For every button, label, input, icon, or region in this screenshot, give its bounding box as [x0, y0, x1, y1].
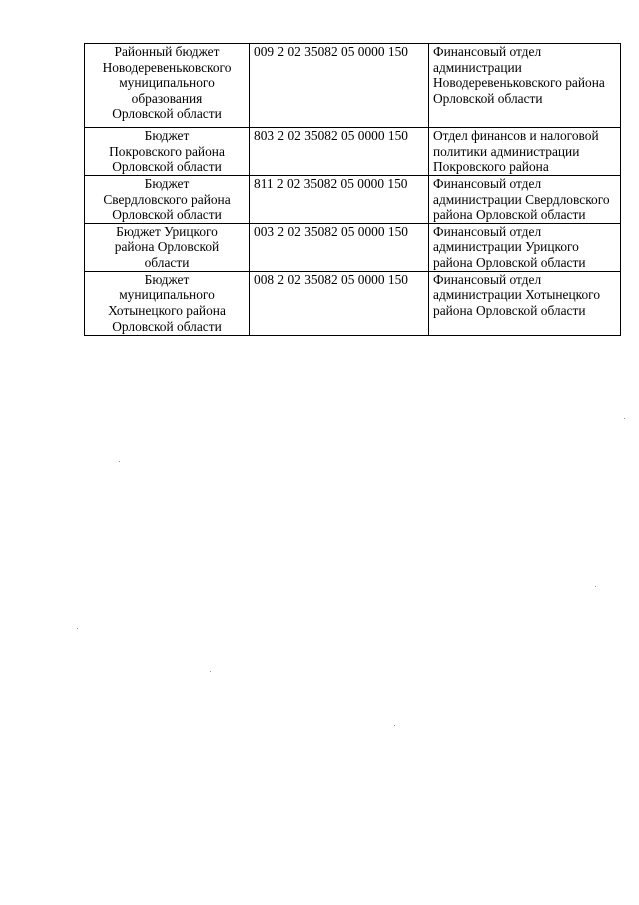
budget-cell: [85, 223, 250, 271]
budget-text-line: Хотынецкого района: [108, 302, 226, 318]
administrator-text-line: Новодеревеньковского района: [433, 75, 605, 91]
administrator-text-line: района Орловской области: [433, 207, 586, 223]
budget-code: 811 2 02 35082 05 0000 150: [254, 176, 408, 191]
budget-text-line: Орловской области: [112, 106, 222, 122]
budget-text-line: Орловской области: [112, 318, 222, 334]
scan-speck: [624, 418, 625, 419]
administrator-text-line: района Орловской области: [433, 254, 586, 270]
administrator-cell: [429, 271, 621, 335]
table-row: [85, 271, 621, 335]
budget-text-line: Покровского района: [109, 143, 225, 159]
budget-text-line: Бюджет: [144, 128, 190, 143]
budget-cell: [85, 271, 250, 335]
scan-speck: [210, 671, 211, 672]
table-row: [85, 176, 621, 224]
budget-text-line: Новодеревеньковского: [102, 59, 232, 75]
budget-code: 803 2 02 35082 05 0000 150: [254, 128, 408, 143]
budget-text-line: образования: [131, 90, 203, 106]
budget-text-line: Бюджет Урицкого: [116, 223, 218, 239]
administrator-text-line: Финансовый отдел: [433, 271, 542, 287]
code-cell: [250, 128, 429, 176]
scan-speck: [595, 586, 596, 587]
budget-code: 008 2 02 35082 05 0000 150: [254, 271, 408, 287]
code-cell: [250, 176, 429, 224]
administrator-text-line: администрации: [433, 59, 522, 75]
budget-text-line: Орловской области: [112, 159, 222, 175]
table-row: [85, 128, 621, 176]
administrator-cell: [429, 223, 621, 271]
administrator-text-line: администрации Урицкого: [433, 239, 579, 255]
budget-text-line: муниципального: [119, 75, 215, 91]
budget-text-line: Бюджет: [144, 176, 190, 191]
administrator-text-line: Покровского района: [433, 159, 549, 175]
scan-speck: [119, 461, 120, 462]
budget-text-line: муниципального: [119, 287, 215, 303]
budget-text-line: Районный бюджет: [114, 44, 220, 59]
administrator-text-line: Финансовый отдел: [433, 44, 542, 59]
administrator-cell: [429, 176, 621, 224]
code-cell: [250, 44, 429, 128]
administrator-text-line: администрации Свердловского: [433, 191, 610, 207]
table-row: [85, 44, 621, 128]
budget-text-line: района Орловской: [114, 239, 220, 255]
budget-text-line: области: [144, 254, 190, 270]
administrator-cell: [429, 128, 621, 176]
administrator-text-line: администрации Хотынецкого: [433, 287, 601, 303]
budget-cell: [85, 176, 250, 224]
budget-code: 003 2 02 35082 05 0000 150: [254, 223, 408, 239]
administrator-text-line: Орловской области: [433, 90, 543, 106]
administrator-text-line: района Орловской области: [433, 302, 586, 318]
budget-text-line: Орловской области: [112, 207, 222, 223]
administrator-text-line: Финансовый отдел: [433, 176, 542, 191]
budget-allocation-table: [84, 43, 621, 336]
scan-speck: [394, 725, 395, 726]
scan-speck: [77, 628, 78, 629]
budget-cell: [85, 128, 250, 176]
administrator-cell: [429, 44, 621, 128]
budget-code: 009 2 02 35082 05 0000 150: [254, 44, 408, 59]
administrator-text-line: Финансовый отдел: [433, 223, 542, 239]
budget-text-line: Бюджет: [144, 271, 190, 287]
code-cell: [250, 223, 429, 271]
table-row: [85, 223, 621, 271]
budget-text-line: Свердловского района: [103, 191, 231, 207]
budget-cell: [85, 44, 250, 128]
administrator-text-line: Отдел финансов и налоговой: [433, 128, 599, 143]
administrator-text-line: политики администрации: [433, 143, 580, 159]
code-cell: [250, 271, 429, 335]
